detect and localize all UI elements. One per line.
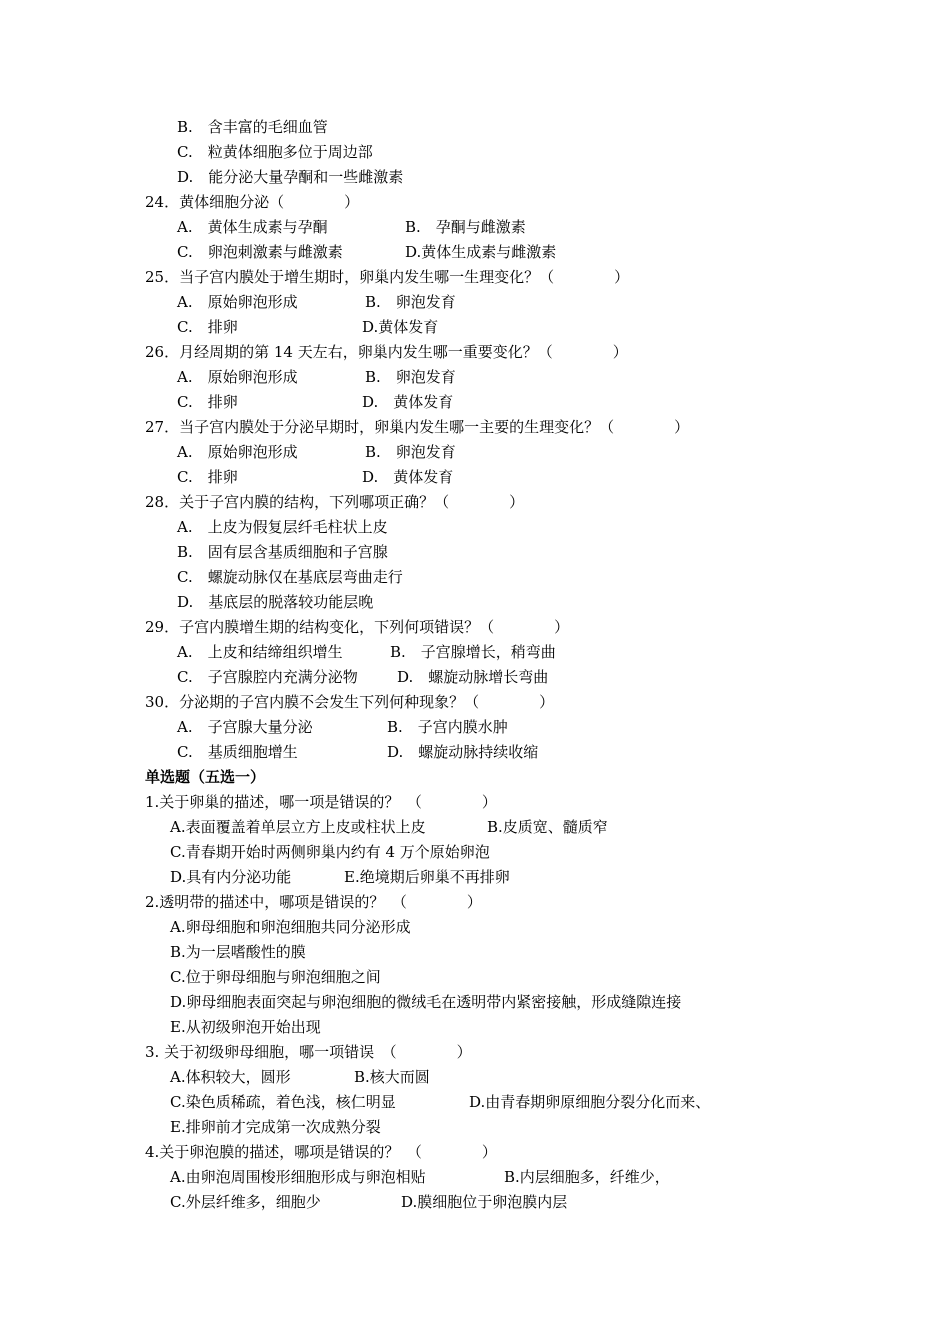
option-27-b: B. 卵泡发育 [365,443,456,461]
option-24-c: C. 卵泡刺激素与雌激素 [177,243,343,261]
option-30-c: C. 基质细胞增生 [177,743,298,761]
question-26: 26．月经周期的第 14 天左右，卵巢内发生哪一重要变化？（ ） [145,343,628,361]
question-s2: 2.透明带的描述中，哪项是错误的？ （ ） [145,893,482,911]
option-s3-a: A.体积较大，圆形 [170,1068,291,1086]
question-28: 28．关于子宫内膜的结构，下列哪项正确？（ ） [145,493,525,511]
option-27-c: C. 排卵 [177,468,238,486]
option-26-c: C. 排卵 [177,393,238,411]
option-s2-b: B.为一层嗜酸性的膜 [170,943,306,961]
option-29-d: D. 螺旋动脉增长弯曲 [397,668,549,686]
option-s3-b: B.核大而圆 [354,1068,430,1086]
option-30-d: D. 螺旋动脉持续收缩 [387,743,539,761]
option-s4-b: B.内层细胞多，纤维少， [504,1168,670,1186]
option-24-b: B. 孕酮与雌激素 [405,218,526,236]
option-s1-d: D.具有内分泌功能 [170,868,292,886]
option-29-b: B. 子宫腺增长，稍弯曲 [390,643,556,661]
option-s2-d: D.卵母细胞表面突起与卵泡细胞的微绒毛在透明带内紧密接触，形成缝隙连接 [170,993,682,1011]
option-s2-a: A.卵母细胞和卵泡细胞共同分泌形成 [170,918,411,936]
option-29-a: A. 上皮和结缔组织增生 [177,643,343,661]
option-s1-a: A.表面覆盖着单层立方上皮或柱状上皮 [170,818,426,836]
question-27: 27．当子宫内膜处于分泌早期时，卵巢内发生哪一主要的生理变化？（ ） [145,418,690,436]
question-24: 24．黄体细胞分泌（ ） [145,193,360,211]
option-25-b: B. 卵泡发育 [365,293,456,311]
option-28-d: D. 基底层的脱落较功能层晚 [177,593,374,611]
option-s2-c: C.位于卵母细胞与卵泡细胞之间 [170,968,381,986]
option-25-c: C. 排卵 [177,318,238,336]
option-28-a: A. 上皮为假复层纤毛柱状上皮 [177,518,388,536]
option-24-a: A. 黄体生成素与孕酮 [177,218,328,236]
option-26-d: D. 黄体发育 [362,393,454,411]
option-s4-c: C.外层纤维多，细胞少 [170,1193,321,1211]
option-25-a: A. 原始卵泡形成 [177,293,298,311]
question-s3: 3. 关于初级卵母细胞，哪一项错误 （ ） [145,1043,472,1061]
option-s1-e: E.绝境期后卵巢不再排卵 [344,868,510,886]
question-30: 30．分泌期的子宫内膜不会发生下列何种现象？（ ） [145,693,555,711]
question-29: 29．子宫内膜增生期的结构变化，下列何项错误？（ ） [145,618,570,636]
option-s2-e: E.从初级卵泡开始出现 [170,1018,321,1036]
option-27-d: D. 黄体发育 [362,468,454,486]
option-23-c: C. 粒黄体细胞多位于周边部 [177,143,373,161]
option-28-c: C. 螺旋动脉仅在基底层弯曲走行 [177,568,403,586]
option-26-a: A. 原始卵泡形成 [177,368,298,386]
option-30-b: B. 子宫内膜水肿 [387,718,508,736]
option-24-d: D.黄体生成素与雌激素 [405,243,557,261]
option-s3-d: D.由青春期卵原细胞分裂分化而来、 [469,1093,711,1111]
option-28-b: B. 固有层含基质细胞和子宫腺 [177,543,388,561]
option-s4-d: D.膜细胞位于卵泡膜内层 [401,1193,568,1211]
section-heading: 单选题（五选一） [145,768,266,786]
question-25: 25．当子宫内膜处于增生期时，卵巢内发生哪一生理变化？（ ） [145,268,630,286]
option-s1-b: B.皮质宽、髓质窄 [487,818,608,836]
option-27-a: A. 原始卵泡形成 [177,443,298,461]
option-26-b: B. 卵泡发育 [365,368,456,386]
option-s4-a: A.由卵泡周围梭形细胞形成与卵泡相贴 [170,1168,426,1186]
option-23-d: D. 能分泌大量孕酮和一些雌激素 [177,168,404,186]
option-30-a: A. 子宫腺大量分泌 [177,718,313,736]
option-25-d: D.黄体发育 [362,318,439,336]
option-23-b: B. 含丰富的毛细血管 [177,118,328,136]
question-s1: 1.关于卵巢的描述，哪一项是错误的？ （ ） [145,793,497,811]
option-s3-c: C.染色质稀疏，着色浅，核仁明显 [170,1093,396,1111]
option-s1-c: C.青春期开始时两侧卵巢内约有 4 万个原始卵泡 [170,843,490,861]
option-s3-e: E.排卵前才完成第一次成熟分裂 [170,1118,381,1136]
question-s4: 4.关于卵泡膜的描述，哪项是错误的？ （ ） [145,1143,497,1161]
option-29-c: C. 子宫腺腔内充满分泌物 [177,668,358,686]
